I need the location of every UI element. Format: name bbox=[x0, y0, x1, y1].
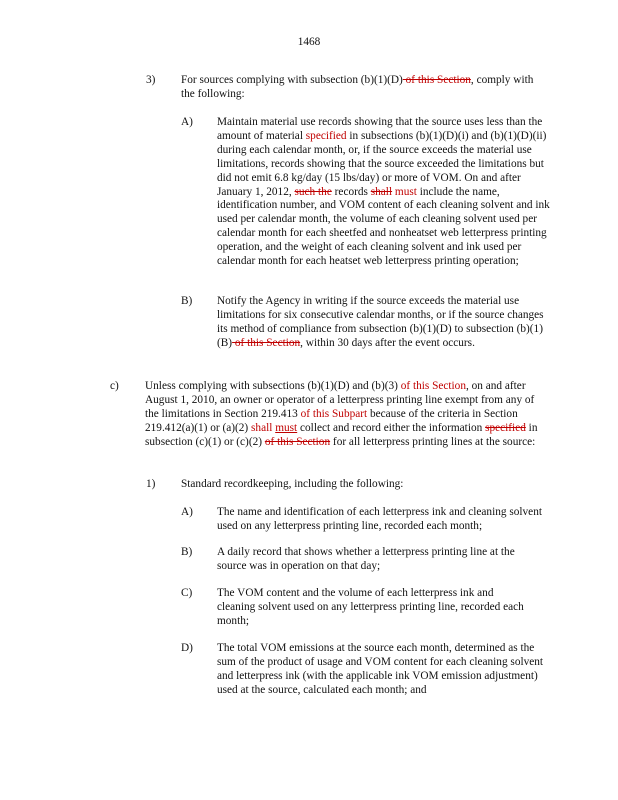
paragraph-label: 3) bbox=[146, 74, 156, 86]
paragraph-text bbox=[217, 587, 533, 629]
paragraph-label: A) bbox=[181, 506, 193, 518]
text-run: collect and record either the information bbox=[297, 421, 486, 434]
text-run: in subsection (c)(1) or (c)(2) bbox=[145, 421, 538, 448]
text-run: Notify the Agency in writing if the source exceeds the material use limitations for six consecutive calendar months, or if the source changes its method of compliance from subsection (b)(1)(D) to subsection (b)(1)(B) bbox=[217, 295, 544, 349]
text-run: include the name, identification number, and VOM content of each cleaning solvent and ink used per calendar month, the volume of each cleaning solvent used per calendar month for each sheetfed and nonheatset web letterpress printing operation, and the weight of each cleaning solvent and ink used per calendar month for each heatset web letterpress printing operation; bbox=[217, 185, 550, 268]
paragraph-label: D) bbox=[181, 642, 193, 654]
deleted-text: shall bbox=[370, 185, 393, 198]
text-run: Standard recordkeeping, including the following: bbox=[181, 478, 404, 490]
deleted-text: such the bbox=[294, 185, 332, 198]
paragraph-label: A) bbox=[181, 116, 193, 128]
inserted-text: shall bbox=[251, 421, 276, 434]
paragraph-label: c) bbox=[110, 380, 119, 392]
text-run: , comply with the following: bbox=[181, 74, 534, 100]
paragraph-text bbox=[181, 478, 541, 492]
text-run: , on and after August 1, 2010, an owner or operator of a letterpress printing line exempt from any of the limitations in Section 219.413 bbox=[145, 380, 535, 420]
text-run: records bbox=[331, 185, 371, 198]
paragraph-label: C) bbox=[181, 587, 193, 599]
paragraph-text bbox=[217, 642, 547, 698]
deleted-text: of this Section bbox=[264, 435, 331, 448]
text-run: in subsections (b)(1)(D)(i) and (b)(1)(D)(ii) during each calendar month, or, if the source exceeds the material use limitations, records showing that the source exceeded the limitations but did not emit 6.8 kg/day (15 lbs/day) or more of VOM. On and after January 1, 2012, bbox=[217, 129, 547, 198]
paragraph-label: B) bbox=[181, 295, 193, 307]
inserted-text: of this Section bbox=[400, 380, 466, 392]
paragraph-text bbox=[217, 506, 547, 534]
paragraph-text bbox=[217, 295, 547, 351]
text-run: The name and identification of each letterpress ink and cleaning solvent used on any letterpress printing line, recorded each month; bbox=[217, 506, 542, 532]
inserted-text: of this Subpart bbox=[300, 407, 368, 420]
text-run: Maintain material use records showing that the source uses less than the amount of material bbox=[217, 116, 543, 142]
paragraph-text bbox=[217, 546, 547, 574]
text-run: because of the criteria in Section 219.412(a)(1) or (a)(2) bbox=[145, 407, 518, 434]
paragraph-text bbox=[217, 116, 553, 269]
paragraph-label: 1) bbox=[146, 478, 156, 490]
text-run: Unless complying with subsections (b)(1)(D) and (b)(3) bbox=[145, 380, 401, 392]
paragraph-text bbox=[145, 380, 540, 450]
text-run: for all letterpress printing lines at the source: bbox=[330, 435, 536, 448]
paragraph-text bbox=[181, 74, 543, 102]
inserted-text: must bbox=[275, 421, 298, 434]
text-run: For sources complying with subsection (b)(1)(D) bbox=[181, 74, 403, 86]
text-run: The VOM content and the volume of each letterpress ink and cleaning solvent used on any letterpress printing line, recorded each month; bbox=[217, 587, 524, 627]
inserted-text: specified bbox=[305, 129, 347, 142]
deleted-text: of this Section bbox=[402, 74, 471, 86]
deleted-text: specified bbox=[485, 421, 526, 434]
text-run: The total VOM emissions at the source each month, determined as the sum of the product of usage and VOM content for each cleaning solvent and letterpress ink (with the applicable ink VOM emission adjustment) used at the source, calculated each month; and bbox=[217, 642, 544, 696]
inserted-text: must bbox=[392, 185, 417, 198]
page-number: 1468 bbox=[297, 36, 321, 48]
deleted-text: of this Section bbox=[232, 336, 301, 349]
text-run: , within 30 days after the event occurs. bbox=[300, 336, 475, 349]
paragraph-label: B) bbox=[181, 546, 193, 558]
text-run: A daily record that shows whether a letterpress printing line at the source was in operation on that day; bbox=[217, 546, 515, 572]
